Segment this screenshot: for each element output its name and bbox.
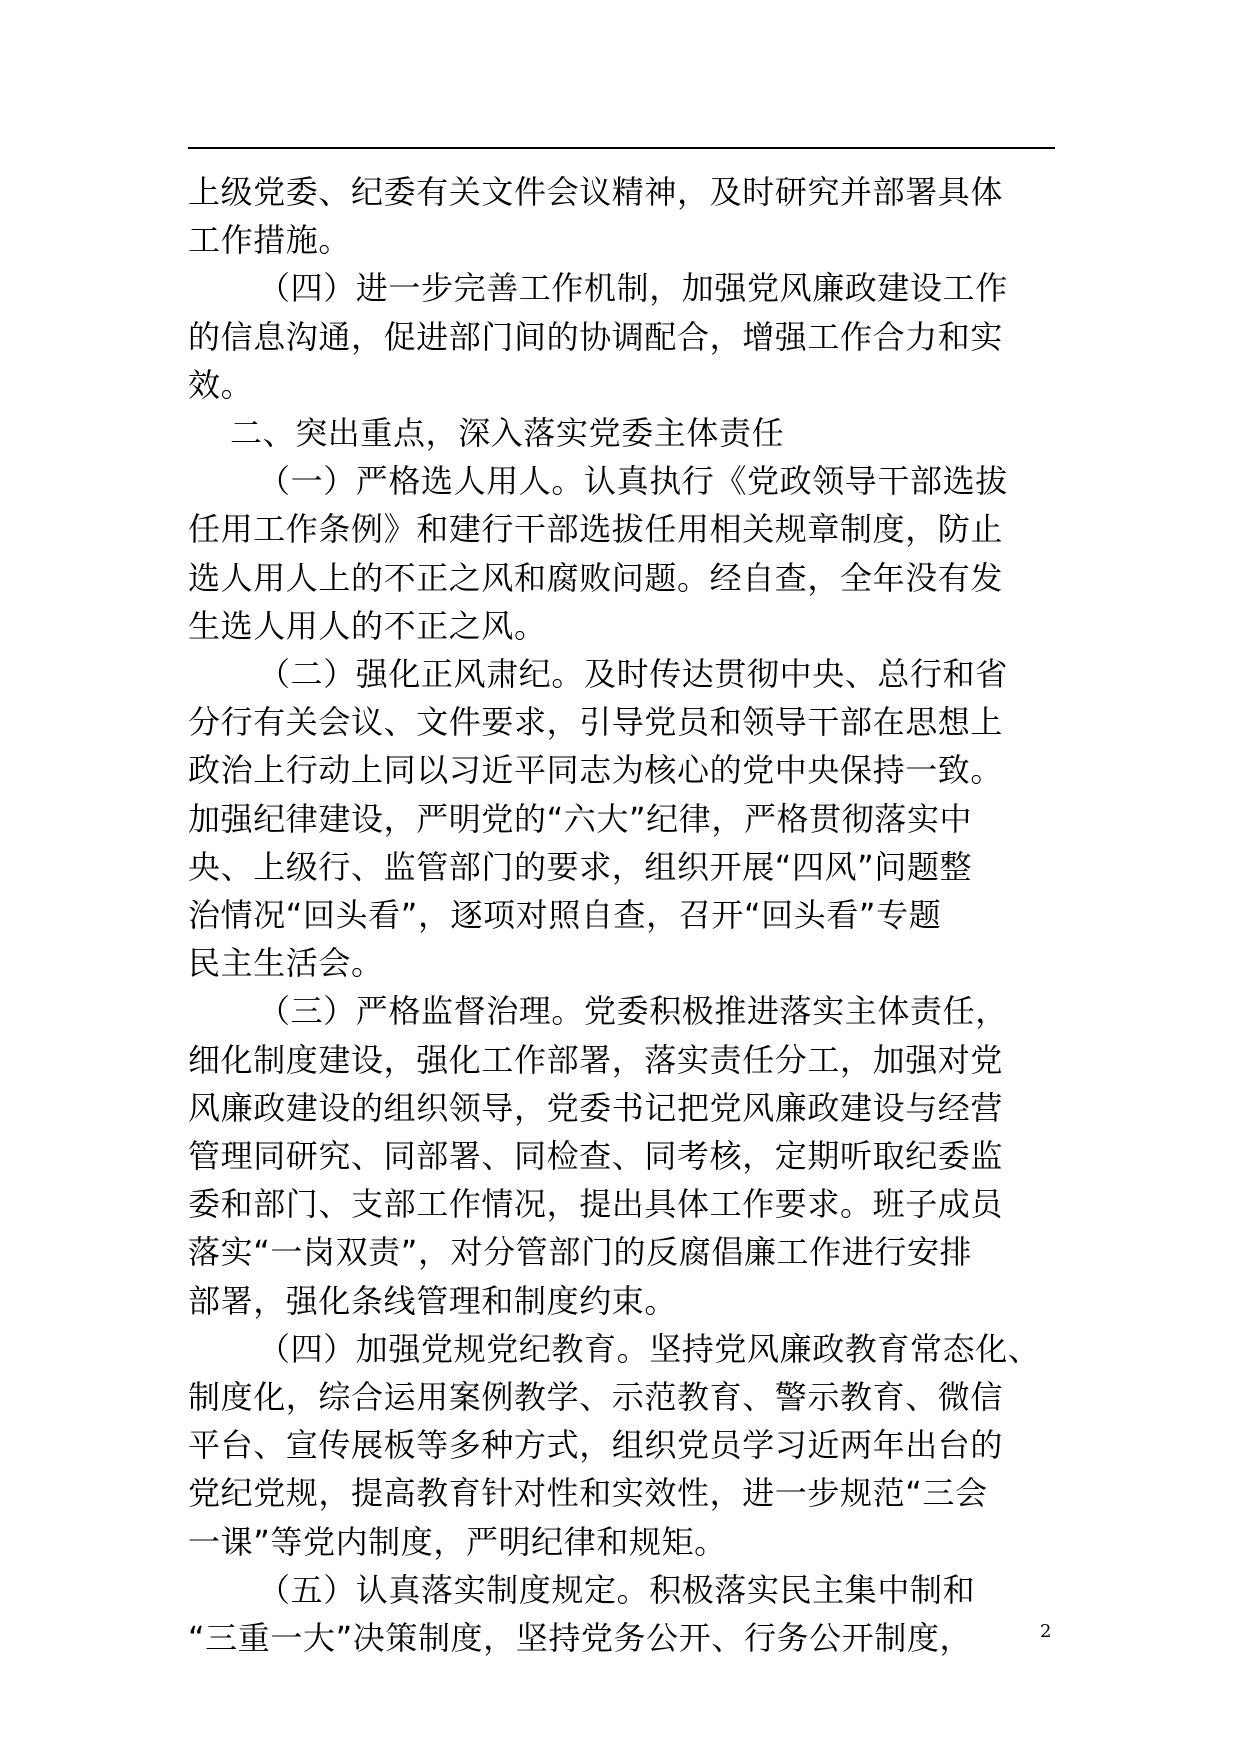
text-line: 委和部门、支部工作情况，提出具体工作要求。班子成员 [188, 1185, 1004, 1224]
text-line: 生选人用人的不正之风。 [188, 606, 547, 645]
text-line: “三重一大”决策制度，坚持党务公开、行务公开制度， [188, 1619, 973, 1658]
paragraph-item-4-mechanism [188, 264, 1068, 409]
text-line: 民主生活会。 [188, 944, 384, 983]
header-rule [188, 147, 1055, 149]
text-line: 加强纪律建设，严明党的“六大”纪律，严格贯彻落实中 [188, 799, 973, 838]
text-line: 工作措施。 [188, 221, 352, 260]
text-line: 平台、宣传展板等多种方式，组织党员学习近两年出台的 [188, 1426, 1004, 1465]
text-line: 管理同研究、同部署、同检查、同考核，定期听取纪委监 [188, 1137, 1004, 1176]
text-line: （四）进一步完善工作机制，加强党风廉政建设工作 [258, 269, 1008, 308]
text-line: 分行有关会议、文件要求，引导党员和领导干部在思想上 [188, 703, 1004, 742]
text-line: 治情况“回头看”，逐项对照自查，召开“回头看”专题 [188, 896, 942, 935]
paragraph-item-3-supervision [188, 987, 1068, 1324]
text-line: （四）加强党规党纪教育。坚持党风廉政教育常态化、 [258, 1329, 1041, 1368]
paragraph-item-4-education [188, 1325, 1068, 1566]
text-line: 央、上级行、监管部门的要求，组织开展“四风”问题整 [188, 847, 973, 886]
text-line: （一）严格选人用人。认真执行《党政领导干部选拔 [258, 462, 1008, 501]
paragraph-item-5-regulations [188, 1566, 1068, 1662]
text-line: 上级党委、纪委有关文件会议精神，及时研究并部署具体 [188, 173, 1004, 211]
text-line: 效。 [188, 365, 254, 404]
text-line: 任用工作条例》和建行干部选拔任用相关规章制度，防止 [188, 510, 1004, 549]
section-heading-2 [188, 409, 1068, 457]
text-line: 政治上行动上同以习近平同志为核心的党中央保持一致。 [188, 751, 1004, 790]
text-line: 细化制度建设，强化工作部署，落实责任分工，加强对党 [188, 1040, 1004, 1079]
paragraph-item-2-discipline [188, 650, 1068, 987]
text-line: 部署，强化条线管理和制度约束。 [188, 1281, 678, 1320]
text-line: 选人用人上的不正之风和腐败问题。经自查，全年没有发 [188, 558, 1004, 597]
text-line: 落实“一岗双责”，对分管部门的反腐倡廉工作进行安排 [188, 1233, 973, 1272]
text-line: 党纪党规，提高教育针对性和实效性，进一步规范“三会 [188, 1474, 988, 1513]
paragraph-item-1-selection [188, 457, 1068, 650]
page-number: 2 [1040, 1621, 1052, 1642]
document-body [188, 168, 1068, 1662]
text-line: 风廉政建设的组织领导，党委书记把党风廉政建设与经营 [188, 1088, 1004, 1127]
paragraph-continued [188, 168, 1068, 264]
text-line: 的信息沟通，促进部门间的协调配合，增强工作合力和实 [188, 317, 1004, 356]
text-line: 制度化，综合运用案例教学、示范教育、警示教育、微信 [188, 1378, 1004, 1417]
text-line: 二、突出重点，深入落实党委主体责任 [230, 414, 785, 453]
text-line: （五）认真落实制度规定。积极落实民主集中制和 [258, 1570, 976, 1609]
text-line: （三）严格监督治理。党委积极推进落实主体责任， [258, 992, 1008, 1031]
text-line: 一课”等党内制度，严明纪律和规矩。 [188, 1522, 727, 1561]
text-line: （二）强化正风肃纪。及时传达贯彻中央、总行和省 [258, 655, 1008, 694]
